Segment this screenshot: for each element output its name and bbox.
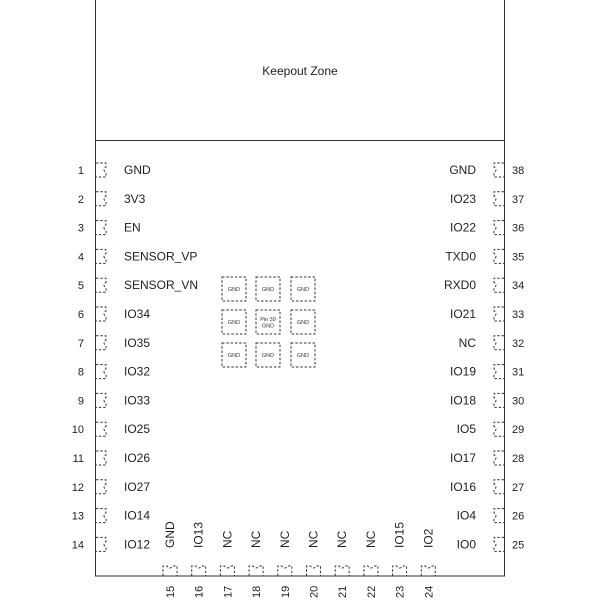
left-pin-14	[72, 537, 151, 551]
pin-number: 15	[165, 585, 177, 598]
pin-label: IO5	[456, 422, 476, 437]
pin-pad	[96, 278, 106, 292]
right-pin-32	[459, 336, 525, 350]
ground-pad	[222, 343, 246, 367]
pin-pad	[494, 307, 504, 321]
pin-pad	[96, 221, 106, 235]
ground-pad	[222, 310, 246, 334]
pin-label: IO35	[124, 335, 151, 350]
pin-pad	[96, 451, 106, 465]
pin-label: IO16	[449, 479, 476, 494]
ground-pad-label: Pin 39 GND	[260, 317, 276, 330]
bottom-pin-22	[364, 530, 378, 598]
right-pin-38	[449, 163, 524, 177]
pin-pad	[335, 566, 349, 576]
left-pin-6	[78, 307, 150, 321]
pin-label: NC	[363, 530, 378, 548]
pin-label: GND	[163, 521, 177, 548]
pin-number: 30	[512, 395, 525, 408]
right-pin-37	[450, 192, 524, 206]
keepout-zone-label: Keepout Zone	[262, 64, 338, 78]
pin-pad	[494, 509, 504, 523]
ground-pad-label: GND	[227, 320, 241, 326]
pin-label: IO21	[449, 307, 476, 321]
left-pin-12	[72, 480, 151, 494]
pin-pad	[364, 566, 378, 576]
pin-label: IO2	[421, 528, 436, 548]
ground-pad	[222, 277, 246, 301]
pin-number: 23	[394, 585, 407, 598]
pin-pad	[494, 365, 504, 379]
bottom-pin-18	[249, 530, 263, 598]
pin-number: 3	[77, 222, 84, 235]
pin-number: 18	[251, 585, 264, 598]
pin-pad	[494, 451, 504, 465]
pin-number: 17	[222, 585, 235, 598]
bottom-pin-16	[192, 522, 206, 598]
pin-label: IO0	[456, 537, 476, 552]
ground-pad	[291, 310, 315, 334]
pin-label: IO4	[456, 508, 476, 523]
ground-pad-label: GND	[296, 353, 310, 359]
ground-pad-label: GND	[227, 353, 241, 359]
left-pin-9	[78, 393, 150, 407]
pin-label: SENSOR_VN	[124, 278, 199, 293]
left-pin-2	[78, 192, 146, 206]
bottom-pin-row	[163, 521, 435, 598]
right-pin-36	[450, 221, 524, 235]
pin-number: 37	[512, 193, 525, 206]
pin-label: IO32	[124, 364, 151, 379]
left-pin-3	[78, 221, 141, 235]
right-pin-34	[444, 278, 524, 292]
pin-label: IO25	[124, 422, 151, 437]
pin-pad	[494, 336, 504, 350]
pin-label: TXD0	[445, 249, 476, 264]
bottom-pin-23	[393, 522, 407, 598]
right-pin-26	[457, 509, 525, 523]
pin-pad	[220, 566, 234, 576]
pin-label: IO14	[124, 508, 151, 523]
pin-number: 38	[512, 165, 525, 177]
ground-pad-label: GND	[296, 320, 310, 326]
right-pin-25	[457, 537, 525, 551]
pin-label: 3V3	[124, 191, 146, 206]
ground-pad	[256, 277, 280, 301]
pin-pad	[494, 221, 504, 235]
pin-label: NC	[335, 530, 350, 548]
pin-label: IO33	[124, 393, 151, 408]
pin-pad	[249, 566, 263, 576]
pin-label: SENSOR_VP	[124, 249, 198, 264]
pin-pad	[494, 422, 504, 436]
right-pin-33	[450, 307, 524, 321]
right-pin-row	[444, 163, 524, 551]
ground-pad-label: GND	[261, 287, 275, 293]
pin-label: IO22	[449, 220, 476, 235]
pin-number: 21	[337, 585, 350, 598]
left-pin-10	[72, 422, 151, 436]
pin-number: 13	[71, 510, 84, 523]
pin-number: 9	[77, 395, 84, 408]
bottom-pin-21	[335, 530, 349, 598]
pin-number: 31	[512, 366, 525, 379]
pin-pad	[96, 192, 106, 206]
left-pin-7	[78, 336, 150, 350]
right-pin-29	[457, 422, 525, 436]
pin-number: 32	[512, 337, 525, 350]
pin-pad	[494, 393, 504, 407]
pin-number: 36	[512, 222, 525, 235]
pin-label: IO17	[449, 451, 476, 465]
pin-number: 5	[77, 280, 84, 293]
pin-label: IO19	[449, 364, 476, 379]
pin-number: 8	[77, 366, 84, 379]
pin-pad	[96, 537, 106, 551]
pin-label: IO15	[392, 521, 407, 548]
pin-number: 34	[512, 280, 525, 293]
pin-pad	[278, 566, 292, 576]
pin-number: 35	[512, 251, 525, 264]
pin-number: 24	[423, 585, 436, 598]
pin-label: IO18	[449, 393, 476, 408]
pin-label: IO27	[124, 479, 151, 494]
pin-number: 20	[308, 585, 321, 598]
pin-pad	[96, 422, 106, 436]
pin-label: IO34	[124, 307, 151, 321]
pin-label: IO13	[191, 521, 206, 548]
pin-pad	[96, 393, 106, 407]
pin-pad	[96, 480, 106, 494]
ground-pad-label: GND	[296, 287, 310, 293]
pin-number: 11	[72, 453, 84, 465]
pin-label: NC	[277, 530, 292, 548]
right-pin-30	[450, 393, 524, 407]
pin-number: 33	[512, 309, 525, 321]
ground-pad	[256, 310, 280, 334]
pin-pad	[96, 163, 106, 177]
pin-pad	[494, 163, 504, 177]
pin-pad	[96, 307, 106, 321]
pin-number: 22	[365, 585, 378, 598]
pin-number: 4	[77, 251, 84, 264]
ground-pad-label: GND	[261, 353, 275, 359]
ground-pad	[291, 277, 315, 301]
pin-number: 12	[71, 481, 84, 494]
pin-number: 25	[512, 539, 525, 552]
bottom-pin-19	[278, 530, 292, 598]
pin-number: 27	[512, 481, 525, 494]
pin-pad	[494, 537, 504, 551]
left-pin-11	[73, 451, 151, 465]
pin-pad	[96, 365, 106, 379]
ground-pad-label: GND	[227, 287, 241, 293]
bottom-pin-17	[220, 530, 234, 598]
right-pin-35	[445, 249, 524, 263]
left-pin-1	[78, 163, 151, 177]
pin-number: 29	[512, 424, 525, 437]
pin-number: 2	[77, 193, 84, 206]
pin-label: IO26	[124, 451, 151, 465]
pin-number: 10	[71, 424, 84, 437]
right-pin-31	[450, 365, 524, 379]
pin-pad	[96, 336, 106, 350]
bottom-pin-24	[421, 528, 435, 598]
pin-pad	[494, 249, 504, 263]
pin-label: RXD0	[443, 278, 476, 293]
left-pin-row	[72, 163, 198, 551]
pin-pad	[192, 566, 206, 576]
pin-pad	[307, 566, 321, 576]
pin-number: 14	[71, 539, 84, 552]
left-pin-13	[72, 509, 151, 523]
center-ground-pads	[222, 277, 315, 367]
left-pin-8	[78, 365, 150, 379]
pin-number: 6	[77, 309, 84, 321]
pin-number: 1	[77, 165, 84, 177]
right-pin-28	[450, 451, 524, 465]
pin-number: 7	[77, 337, 84, 350]
pin-label: NC	[220, 530, 235, 548]
ground-pad	[291, 343, 315, 367]
pin-pad	[421, 566, 435, 576]
pin-label: NC	[306, 530, 321, 548]
pin-pad	[494, 192, 504, 206]
bottom-pin-20	[307, 530, 321, 598]
pin-label: EN	[124, 220, 141, 235]
pin-pad	[96, 249, 106, 263]
pin-pad	[494, 278, 504, 292]
pin-label: GND	[449, 163, 476, 177]
pin-number: 28	[512, 453, 525, 465]
pin-number: 16	[193, 585, 206, 598]
ground-pad	[256, 343, 280, 367]
bottom-pin-15	[163, 521, 177, 598]
pin-pad	[494, 480, 504, 494]
pin-number: 26	[512, 510, 525, 523]
pin-pad	[393, 566, 407, 576]
pin-label: GND	[124, 163, 151, 177]
pin-label: NC	[458, 335, 476, 350]
pin-pad	[96, 509, 106, 523]
pin-label: IO12	[124, 537, 151, 552]
pin-number: 19	[279, 585, 292, 598]
pin-label: NC	[249, 530, 264, 548]
right-pin-27	[450, 480, 524, 494]
pin-label: IO23	[449, 191, 476, 206]
pin-pad	[163, 566, 177, 576]
